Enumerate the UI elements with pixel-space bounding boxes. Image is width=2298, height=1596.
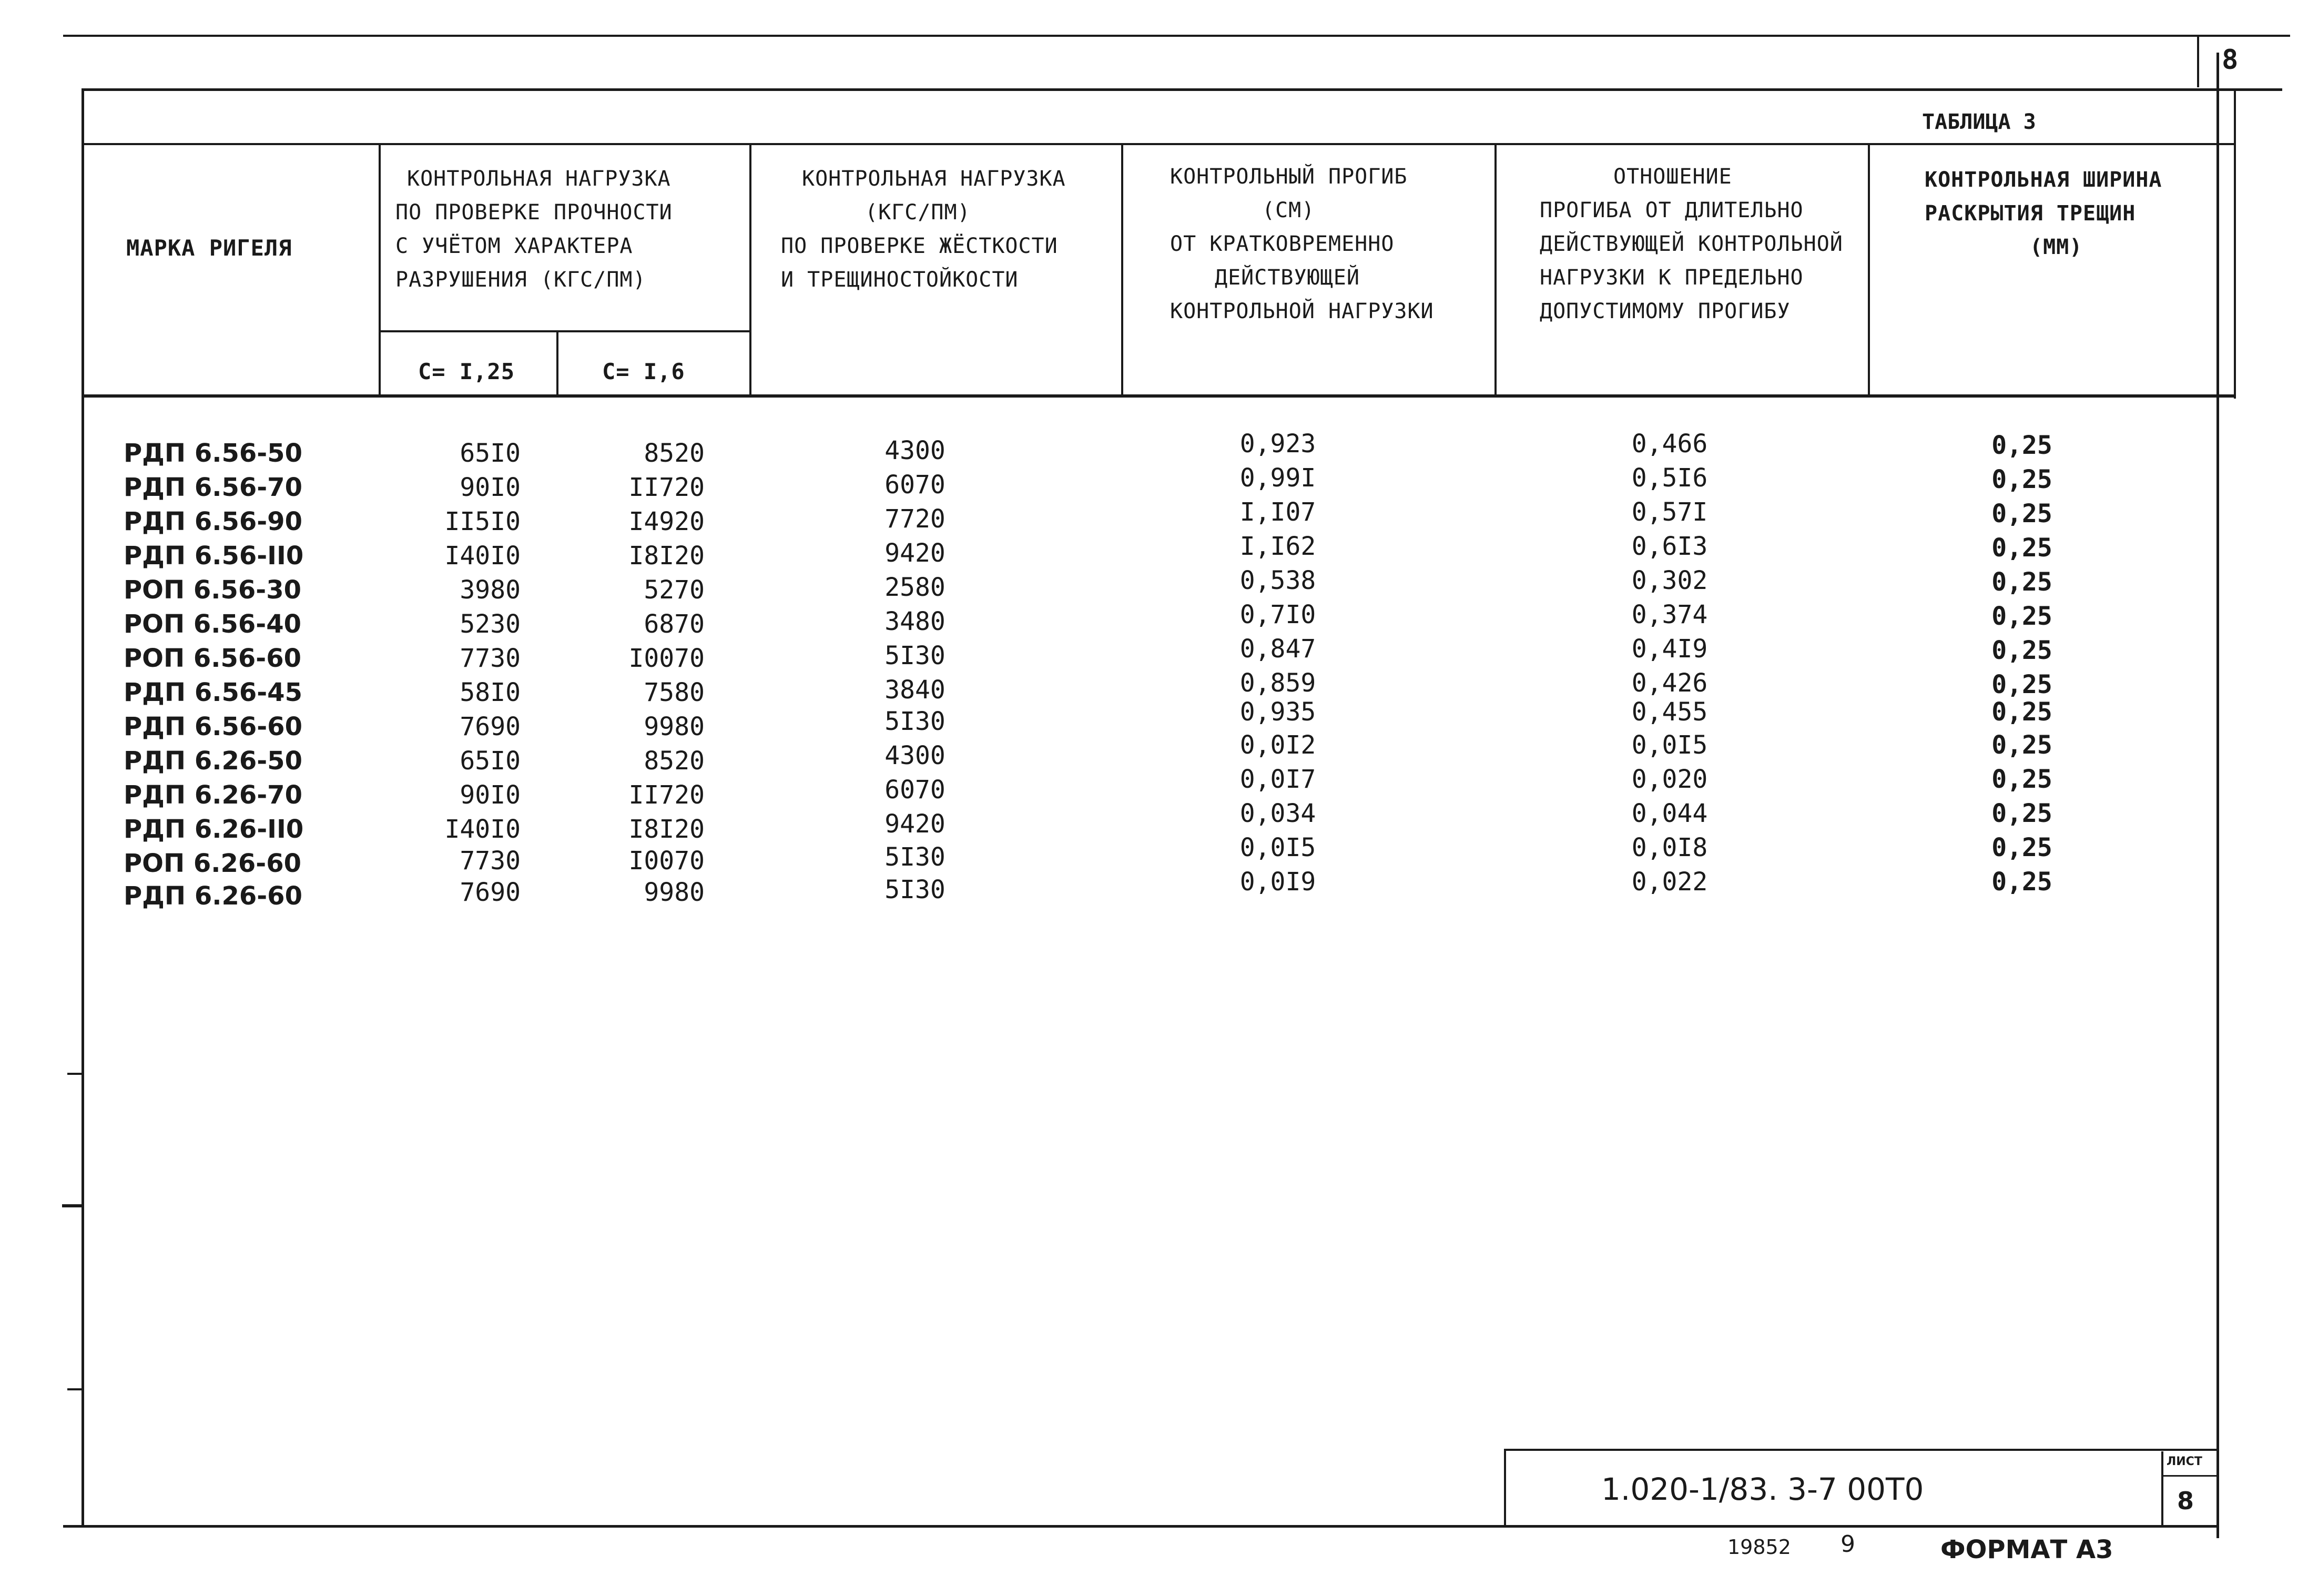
row-defl: 0,0I5 — [1239, 833, 1316, 862]
table-right-border — [2234, 88, 2236, 399]
row-c16: II720 — [628, 780, 705, 810]
row-ratio: 0,455 — [1631, 697, 1708, 727]
row-crack: 0,25 — [1991, 867, 2052, 897]
row-stiff: 2580 — [884, 573, 945, 602]
inventory-number: 19852 — [1727, 1536, 1791, 1559]
sheet-number: 8 — [2177, 1487, 2194, 1515]
row-crack: 0,25 — [1991, 465, 2052, 494]
row-c125: 65I0 — [460, 439, 521, 468]
margin-tick — [67, 1073, 83, 1075]
row-stiff: 6070 — [884, 775, 945, 805]
table-label: ТАБЛИЦА 3 — [1922, 110, 2036, 134]
top-border-line — [63, 35, 2290, 37]
row-c16: I0070 — [628, 846, 705, 876]
row-c16: II720 — [628, 473, 705, 502]
row-c16: I0070 — [628, 644, 705, 673]
row-stiff: 5I30 — [884, 875, 945, 904]
header-c16: С= I,6 — [602, 359, 685, 384]
header-crack: КОНТРОЛЬНАЯ ШИРИНА РАСКРЫТИЯ ТРЕЩИН (ММ) — [1925, 168, 2162, 259]
row-defl: 0,538 — [1239, 566, 1316, 595]
header-mark: МАРКА РИГЕЛЯ — [126, 235, 292, 261]
row-mark: РДП 6.26-II0 — [124, 815, 304, 844]
row-defl: 0,99I — [1239, 463, 1316, 493]
margin-tick — [67, 1388, 83, 1390]
row-defl: 0,034 — [1239, 799, 1316, 828]
row-c16: I8I20 — [628, 815, 705, 844]
row-stiff: 5I30 — [884, 842, 945, 872]
row-c16: 6870 — [644, 609, 705, 639]
row-crack: 0,25 — [1991, 730, 2052, 760]
row-crack: 0,25 — [1991, 636, 2052, 665]
frame-right-border — [2216, 53, 2219, 1538]
row-mark: РДП 6.56-90 — [124, 507, 302, 536]
row-defl: 0,0I9 — [1239, 867, 1316, 897]
row-stiff: 9420 — [884, 538, 945, 568]
sheet-corner-number: 8 — [2222, 44, 2239, 76]
row-defl: 0,0I7 — [1239, 765, 1316, 794]
copy-number: 9 — [1841, 1531, 1855, 1558]
header-top-line — [82, 143, 2235, 145]
row-crack: 0,25 — [1991, 602, 2052, 631]
row-c125: 7730 — [460, 644, 521, 673]
row-crack: 0,25 — [1991, 533, 2052, 563]
row-mark: РОП 6.56-30 — [124, 575, 302, 605]
row-c125: II5I0 — [444, 507, 521, 536]
row-c125: 90I0 — [460, 780, 521, 810]
col-sep-5 — [1868, 143, 1870, 397]
row-ratio: 0,466 — [1631, 429, 1708, 459]
document-code: 1.020-1/83. 3-7 00Т0 — [1601, 1471, 1924, 1507]
row-crack: 0,25 — [1991, 431, 2052, 460]
stamp-sheet-label-line — [2162, 1475, 2218, 1477]
header-bottom-line — [82, 394, 2235, 398]
row-c16: 9980 — [644, 878, 705, 907]
row-stiff: 5I30 — [884, 707, 945, 736]
row-crack: 0,25 — [1991, 697, 2052, 727]
header-ratio: ОТНОШЕНИЕ ПРОГИБА ОТ ДЛИТЕЛЬНО ДЕЙСТВУЮЩЕЙ КОНТРОЛЬНОЙ НАГРУЗКИ К ПРЕДЕЛЬНО ДОПУСТИМОМУ ПРОГИБУ — [1540, 165, 1843, 323]
row-c125: I40I0 — [444, 541, 521, 571]
sheet-label: ЛИСТ — [2167, 1455, 2202, 1468]
header-deflection: КОНТРОЛЬНЫЙ ПРОГИБ (СМ) ОТ КРАТКОВРЕМЕННО ДЕЙСТВУЮЩЕЙ КОНТРОЛЬНОЙ НАГРУЗКИ — [1170, 165, 1434, 323]
frame-bottom-border — [63, 1525, 2219, 1528]
row-defl: I,I62 — [1239, 532, 1316, 561]
row-ratio: 0,302 — [1631, 566, 1708, 595]
row-ratio: 0,022 — [1631, 867, 1708, 897]
row-c125: 3980 — [460, 575, 521, 605]
row-stiff: 4300 — [884, 741, 945, 770]
col-sep-1 — [379, 143, 381, 397]
row-c125: 65I0 — [460, 746, 521, 776]
row-mark: РДП 6.56-60 — [124, 712, 302, 741]
row-crack: 0,25 — [1991, 799, 2052, 828]
col-sep-c — [556, 331, 558, 397]
frame-left-border — [82, 88, 84, 1527]
row-stiff: 5I30 — [884, 641, 945, 670]
row-stiff: 6070 — [884, 470, 945, 500]
row-mark: РДП 6.26-70 — [124, 780, 302, 810]
table-top-border — [82, 88, 2282, 91]
row-ratio: 0,5I6 — [1631, 463, 1708, 493]
row-c125: 7690 — [460, 878, 521, 907]
row-ratio: 0,044 — [1631, 799, 1708, 828]
col-sep-4 — [1494, 143, 1497, 397]
row-ratio: 0,426 — [1631, 668, 1708, 698]
row-ratio: 0,4I9 — [1631, 634, 1708, 664]
row-crack: 0,25 — [1991, 765, 2052, 794]
row-c16: 7580 — [644, 678, 705, 707]
row-c125: I40I0 — [444, 815, 521, 844]
row-ratio: 0,374 — [1631, 600, 1708, 629]
header-strength: КОНТРОЛЬНАЯ НАГРУЗКА ПО ПРОВЕРКЕ ПРОЧНОСТИ С УЧЁТОМ ХАРАКТЕРА РАЗРУШЕНИЯ (КГС/ПМ) — [395, 167, 673, 292]
row-c16: 8520 — [644, 439, 705, 468]
row-ratio: 0,020 — [1631, 765, 1708, 794]
stamp-top-line — [1504, 1449, 2219, 1451]
row-c125: 58I0 — [460, 678, 521, 707]
row-defl: 0,923 — [1239, 429, 1316, 459]
header-c125: С= I,25 — [418, 359, 515, 384]
row-c16: I4920 — [628, 507, 705, 536]
row-defl: 0,7I0 — [1239, 600, 1316, 629]
row-mark: РДП 6.56-II0 — [124, 541, 304, 571]
format-label: ФОРМАТ А3 — [1940, 1535, 2113, 1564]
row-crack: 0,25 — [1991, 833, 2052, 862]
row-stiff: 3840 — [884, 675, 945, 705]
corner-box-left — [2197, 35, 2199, 87]
row-stiff: 7720 — [884, 504, 945, 534]
margin-tick — [62, 1204, 83, 1207]
row-c16: 5270 — [644, 575, 705, 605]
stamp-sheet-sep — [2161, 1451, 2163, 1527]
row-defl: 0,935 — [1239, 697, 1316, 727]
row-mark: РОП 6.26-60 — [124, 849, 302, 878]
row-ratio: 0,0I8 — [1631, 833, 1708, 862]
col-sep-2 — [749, 143, 751, 397]
row-mark: РДП 6.56-45 — [124, 678, 302, 707]
row-c125: 7730 — [460, 846, 521, 876]
row-ratio: 0,57I — [1631, 497, 1708, 527]
row-c125: 7690 — [460, 712, 521, 741]
row-c125: 5230 — [460, 609, 521, 639]
row-c16: I8I20 — [628, 541, 705, 571]
row-stiff: 9420 — [884, 809, 945, 839]
row-crack: 0,25 — [1991, 567, 2052, 597]
row-c125: 90I0 — [460, 473, 521, 502]
row-stiff: 4300 — [884, 436, 945, 465]
row-ratio: 0,0I5 — [1631, 730, 1708, 760]
row-mark: РДП 6.26-60 — [124, 881, 302, 911]
row-mark: РДП 6.56-50 — [124, 439, 302, 468]
row-defl: 0,847 — [1239, 634, 1316, 664]
row-mark: РДП 6.26-50 — [124, 746, 302, 776]
row-crack: 0,25 — [1991, 499, 2052, 528]
row-c16: 9980 — [644, 712, 705, 741]
row-c16: 8520 — [644, 746, 705, 776]
header-stiffness: КОНТРОЛЬНАЯ НАГРУЗКА (КГС/ПМ) ПО ПРОВЕРКЕ ЖЁСТКОСТИ И ТРЕЩИНОСТОЙКОСТИ — [781, 167, 1066, 292]
row-mark: РОП 6.56-60 — [124, 644, 302, 673]
col-sep-3 — [1121, 143, 1123, 397]
row-mark: РОП 6.56-40 — [124, 609, 302, 639]
row-defl: I,I07 — [1239, 497, 1316, 527]
row-mark: РДП 6.56-70 — [124, 473, 302, 502]
row-defl: 0,0I2 — [1239, 730, 1316, 760]
row-crack: 0,25 — [1991, 670, 2052, 699]
row-defl: 0,859 — [1239, 668, 1316, 698]
row-stiff: 3480 — [884, 607, 945, 636]
stamp-left-line — [1504, 1449, 1506, 1527]
row-ratio: 0,6I3 — [1631, 532, 1708, 561]
strength-subheader-line — [380, 330, 750, 332]
